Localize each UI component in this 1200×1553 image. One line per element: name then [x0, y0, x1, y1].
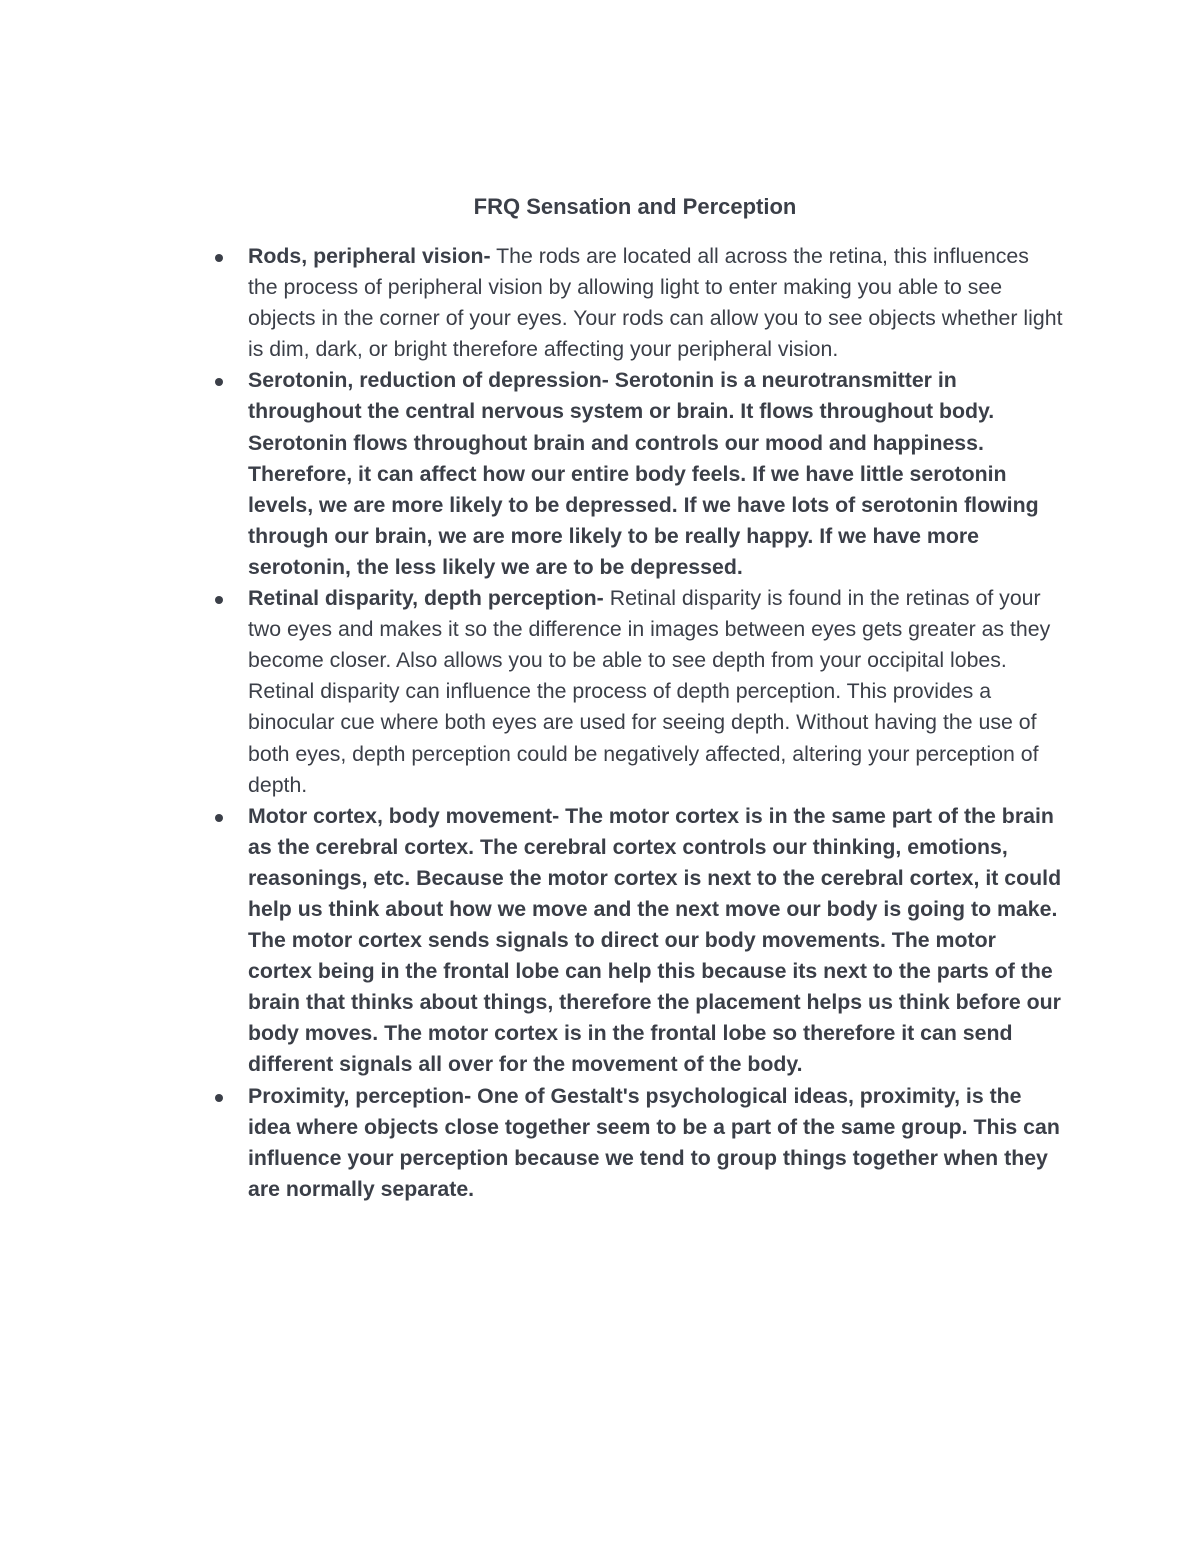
item-text: The rods are located all across the retina, this influences the process of peripheral vision by allowing light to enter making you able to see objects in the corner of your eyes. Your rods can allow you to see objects whether light is dim, dark, or bright therefore affecting your peripheral vision. — [248, 244, 1063, 362]
list-item-motor-cortex — [248, 801, 1063, 1081]
item-term: Motor cortex, body movement- — [248, 803, 560, 828]
bullet-icon — [215, 1094, 223, 1102]
item-term: Serotonin, reduction of depression- — [248, 368, 609, 393]
bullet-icon — [215, 254, 223, 262]
bullet-icon — [215, 596, 223, 604]
bullet-icon — [215, 378, 223, 386]
list-item-retinal-disparity — [248, 583, 1063, 801]
item-text: Retinal disparity is found in the retinas of your two eyes and makes it so the difference in images between eyes gets greater as they become closer. Also allows you to be able to see depth from your occipital lobes. Retinal disparity can influence the process of depth perception. This provides a binocular cue where both eyes are used for seeing depth. Without having the use of both eyes, depth perception could be negatively affected, altering your perception of depth. — [248, 586, 1051, 797]
item-term: Proximity, perception- — [248, 1083, 472, 1108]
item-text: The motor cortex is in the same part of the brain as the cerebral cortex. The cerebral cortex controls our thinking, emotions, reasonings, etc. Because the motor cortex is next to the cerebral cortex, it could help us think about how we move and the next move our body is going to make. The motor cortex sends signals to direct our body movements. The motor cortex being in the frontal lobe can help this because its next to the parts of the brain that thinks about things, therefore the placement helps us think before our body moves. The motor cortex is in the frontal lobe so therefore it can send different signals all over for the movement of the body. — [248, 803, 1062, 1077]
item-term: Rods, peripheral vision- — [248, 244, 491, 268]
item-text: One of Gestalt's psychological ideas, proximity, is the idea where objects close together seem to be a part of the same group. This can influence your perception because we tend to group things together when they are normally separate. — [248, 1083, 1060, 1201]
item-term: Retinal disparity, depth perception- — [248, 586, 604, 611]
list-item-proximity — [248, 1081, 1063, 1205]
list-item-serotonin — [248, 365, 1063, 583]
bullet-icon — [215, 814, 223, 822]
item-text: Serotonin is a neurotransmitter in throughout the central nervous system or brain. It flows throughout body. Serotonin flows throughout brain and controls our mood and happiness. Therefore, it can affect how our entire body feels. If we have little serotonin levels, we are more likely to be depressed. If we have lots of serotonin flowing through our brain, we are more likely to be really happy. If we have more serotonin, the less likely we are to be depressed. — [248, 368, 1039, 579]
list-item-rods — [248, 241, 1063, 365]
document-title: FRQ Sensation and Perception — [473, 194, 797, 219]
bullet-list — [248, 241, 1063, 1205]
